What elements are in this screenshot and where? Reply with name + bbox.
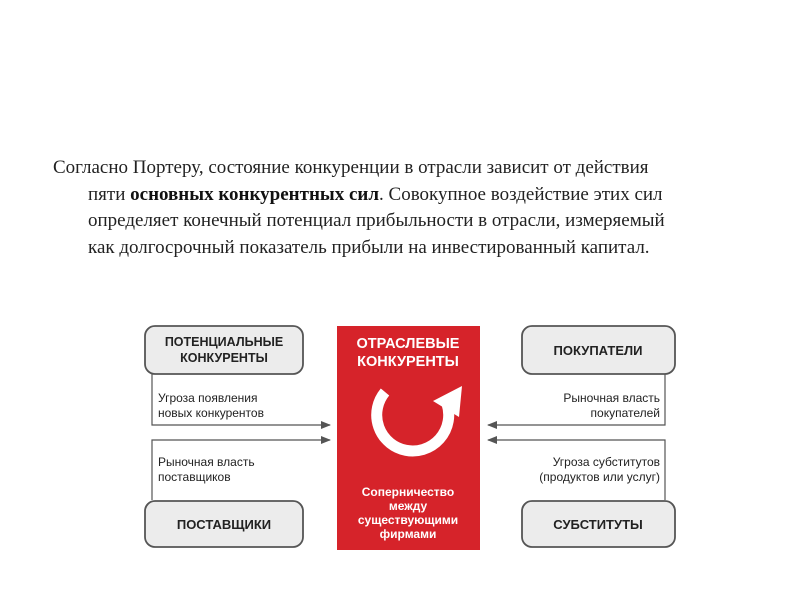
buyers-label: ПОКУПАТЕЛИ [553,343,643,358]
industry-competitors-title-line-2: КОНКУРЕНТЫ [357,354,459,370]
supplier-power-line-2: поставщиков [158,470,231,484]
rivalry-caption-line-1: Соперничество [361,485,455,499]
paragraph-line-2-start: пяти [88,183,131,205]
buyer-power-line-2: покупателей [590,406,660,420]
paragraph-line-2-end: . Совокупное воздействие этих сил [379,183,663,205]
paragraph-line-1: Согласно Портеру, состояние конкуренции в отрасли зависит от действия [53,157,649,178]
paragraph-line-4: как долгосрочный показатель прибыли на инвестированный капитал. [88,236,650,258]
industry-competitors-title-line-1: ОТРАСЛЕВЫЕ [356,336,460,352]
suppliers-box [145,501,303,547]
substitutes-threat-line-1: Угроза субститутов [552,455,660,469]
substitutes-box [522,501,675,547]
supplier-power-line-1: Рыночная власть [158,455,255,469]
substitutes-threat-line-2: (продуктов или услуг) [539,470,660,484]
potential-competitors-box [145,326,303,374]
industry-competitors-block [337,326,480,550]
potential-competitors-line-2: КОНКУРЕНТЫ [180,351,268,365]
substitutes-label: СУБСТИТУТЫ [553,517,643,532]
buyers-box [522,326,675,374]
paragraph-line-3: определяет конечный потенциал прибыльности в отрасли, измеряемый [88,210,665,231]
new-entrants-threat-line-1: Угроза появления [158,391,258,405]
suppliers-label: ПОСТАВЩИКИ [176,517,272,532]
rivalry-caption-line-3: существующими [357,513,459,527]
buyer-power-line-1: Рыночная власть [563,391,660,405]
five-forces-emphasis: основных конкурентных сил [130,183,380,205]
rivalry-caption-line-4: фирмами [379,527,437,541]
new-entrants-threat-line-2: новых конкурентов [158,406,264,420]
potential-competitors-line-1: ПОТЕНЦИАЛЬНЫЕ [164,335,284,349]
rivalry-caption-line-2: между [388,499,428,513]
